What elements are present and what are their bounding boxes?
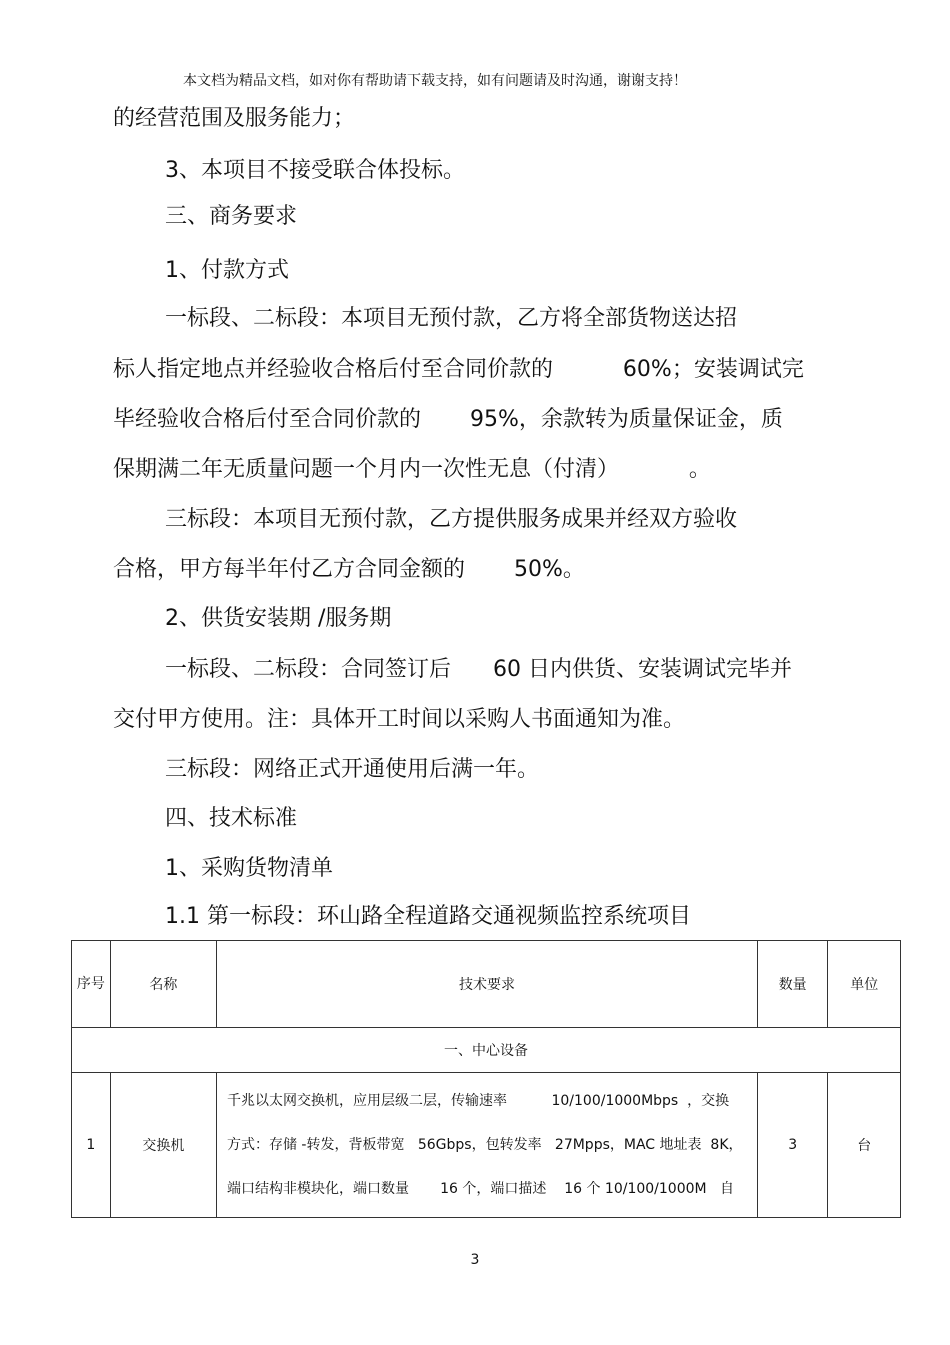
header-seq: 序号 — [72, 941, 111, 1028]
tech-line-2: 方式：存储 -转发，背板带宽 56Gbps，包转发率 27Mpps，MAC 地址表 8K， — [226, 1137, 743, 1153]
header-tech: 技术要求 — [216, 941, 757, 1028]
body-line-8: 保期满二年无质量问题一个月内一次性无息（付清） 。 — [113, 457, 711, 482]
body-line-14: 三标段：网络正式开通使用后满一年。 — [165, 757, 540, 782]
cell-unit: 台 — [828, 1073, 901, 1218]
cell-tech — [216, 1073, 757, 1218]
category-label: 一、中心设备 — [72, 1028, 901, 1073]
body-line-9: 三标段：本项目无预付款，乙方提供服务成果并经双方验收 — [165, 507, 738, 532]
table-row — [72, 1073, 901, 1218]
page-header-note: 本文档为精品文档，如对你有帮助请下载支持，如有问题请及时沟通，谢谢支持！ — [183, 73, 687, 89]
section-heading-technical: 四、技术标准 — [165, 806, 298, 831]
header-name: 名称 — [110, 941, 216, 1028]
subheading-payment: 1、付款方式 — [165, 258, 289, 283]
body-line-10: 合格，甲方每半年付乙方合同金额的 50%。 — [113, 557, 585, 582]
body-line-12: 一标段、二标段：合同签订后 60 日内供货、安装调试完毕并 — [165, 657, 792, 682]
body-line-6: 标人指定地点并经验收合格后付至合同价款的 60%；安装调试完 — [113, 357, 804, 382]
body-line-2: 3、本项目不接受联合体投标。 — [165, 158, 465, 183]
section-heading-business: 三、商务要求 — [165, 204, 298, 229]
subheading-lot-one: 1.1 第一标段：环山路全程道路交通视频监控系统项目 — [165, 904, 691, 929]
cell-qty: 3 — [757, 1073, 828, 1218]
header-qty: 数量 — [757, 941, 828, 1028]
header-unit: 单位 — [828, 941, 901, 1028]
body-line-7: 毕经验收合格后付至合同价款的 95%，余款转为质量保证金，质 — [113, 407, 783, 432]
cell-name: 交换机 — [110, 1073, 216, 1218]
body-line-1: 的经营范围及服务能力； — [113, 106, 356, 131]
subheading-supply-period: 2、供货安装期 /服务期 — [165, 606, 392, 631]
body-line-5: 一标段、二标段：本项目无预付款，乙方将全部货物送达招 — [165, 306, 738, 331]
cell-seq: 1 — [72, 1073, 111, 1218]
page-number: 3 — [470, 1252, 480, 1268]
tech-line-1: 千兆以太网交换机，应用层级二层，传输速率 10/100/1000Mbps ，交换 — [226, 1093, 730, 1109]
tech-line-3: 端口结构非模块化，端口数量 16 个，端口描述 16 个 10/100/1000M 自 — [226, 1181, 734, 1197]
body-line-13: 交付甲方使用。注：具体开工时间以采购人书面通知为准。 — [113, 707, 686, 732]
category-row — [72, 1028, 901, 1073]
table-header-row — [72, 941, 901, 1028]
subheading-goods-list: 1、采购货物清单 — [165, 856, 333, 881]
goods-table — [71, 940, 901, 1218]
